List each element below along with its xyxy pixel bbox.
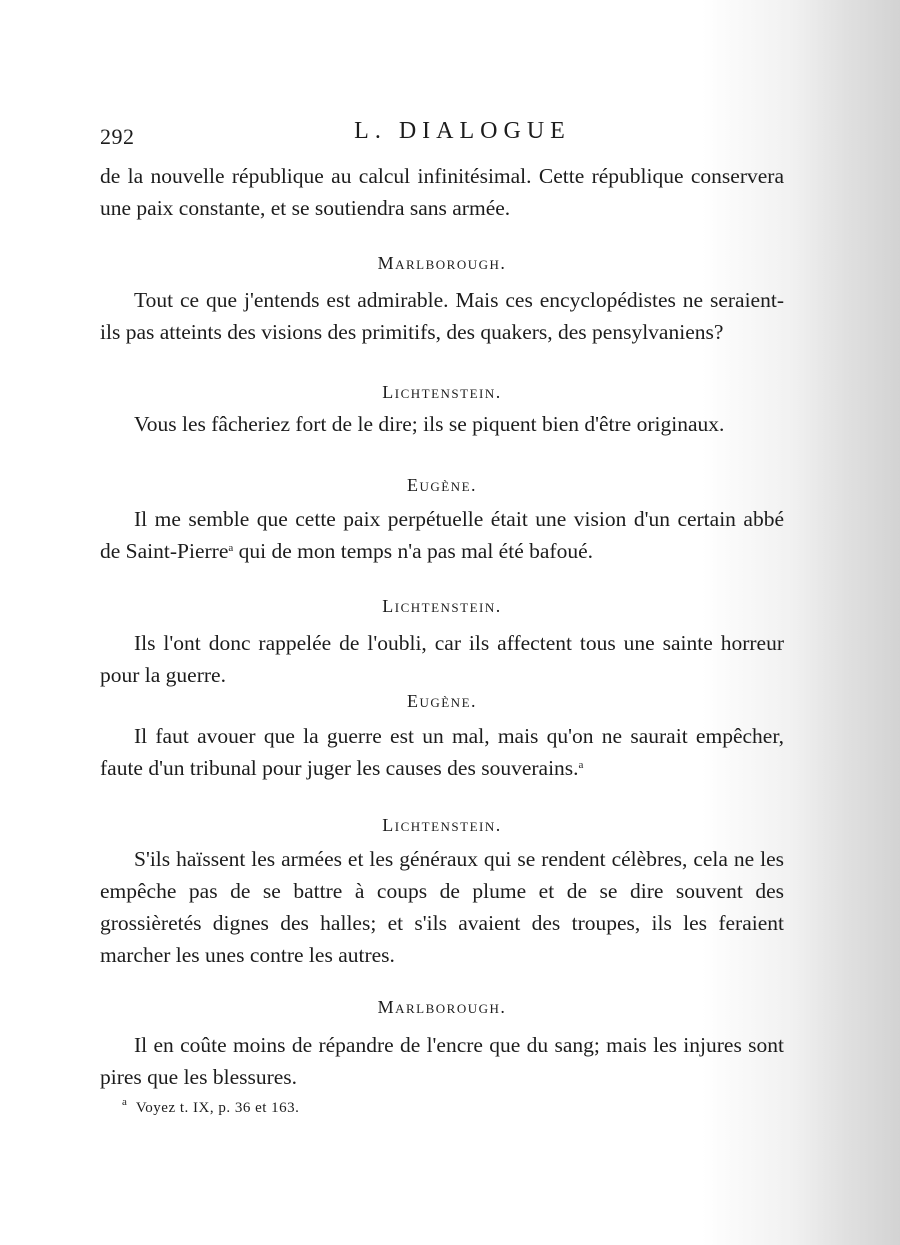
speaker-lichtenstein: Lichtenstein. — [382, 382, 502, 402]
paragraph-continuation: de la nouvelle république au calcul infinitésimal. Cette république conservera une paix constante, et se soutiendra sans armée. — [100, 164, 784, 220]
speaker-marlborough: Marlborough. — [377, 997, 507, 1017]
speaker-lichtenstein: Lichtenstein. — [382, 815, 502, 835]
paragraph-lichtenstein-2: Ils l'ont donc rappelée de l'oubli, car ils affectent tous une sainte horreur pour la guerre. — [100, 631, 784, 687]
footnote — [122, 1096, 300, 1117]
paragraph-lichtenstein-1: Vous les fâcheriez fort de le dire; ils se piquent bien d'être originaux. — [134, 412, 725, 436]
page-number: 292 — [100, 124, 135, 149]
paragraph-lichtenstein-3: S'ils haïssent les armées et les généraux qui se rendent célèbres, cela ne les empêche pas de se battre à coups de plume et de se dire souvent des grossièretés dignes des halles; et s'ils avaient des troupes, ils les feraient marcher les unes contre les autres. — [100, 847, 784, 967]
speaker-eugene: Eugène. — [406, 475, 478, 495]
speaker-lichtenstein: Lichtenstein. — [382, 596, 502, 616]
footnote-text: Voyez t. IX, p. 36 et 163. — [135, 1100, 300, 1116]
paragraph-eugene-2-text: Il faut avouer que la guerre est un mal, mais qu'on ne saurait empêcher, faute d'un tribunal pour juger les causes des souverains. — [100, 724, 784, 780]
footnote-mark: a — [122, 1096, 128, 1108]
running-head — [100, 118, 785, 152]
paragraph-marlborough-1: Tout ce que j'entends est admirable. Mais ces encyclopédistes ne seraient-ils pas atteints des visions des primitifs, des quakers, des pensylvaniens? — [100, 288, 784, 344]
paragraph-eugene-1-text-a: Il me semble que cette paix perpétuelle était une vision d'un certain abbé de Saint-Pierre — [100, 507, 784, 563]
paragraph-eugene-1 — [100, 503, 784, 567]
chapter-title: L. DIALOGUE — [354, 118, 571, 144]
paragraph-eugene-2 — [100, 720, 784, 784]
paragraph-marlborough-2: Il en coûte moins de répandre de l'encre que du sang; mais les injures sont pires que les blessures. — [100, 1033, 784, 1089]
footnote-ref: a — [228, 542, 234, 554]
speaker-eugene: Eugène. — [406, 691, 478, 711]
speaker-marlborough: Marlborough. — [377, 253, 507, 273]
footnote-ref: a — [578, 759, 584, 771]
paragraph-eugene-1-text-b: qui de mon temps n'a pas mal été bafoué. — [233, 539, 593, 563]
